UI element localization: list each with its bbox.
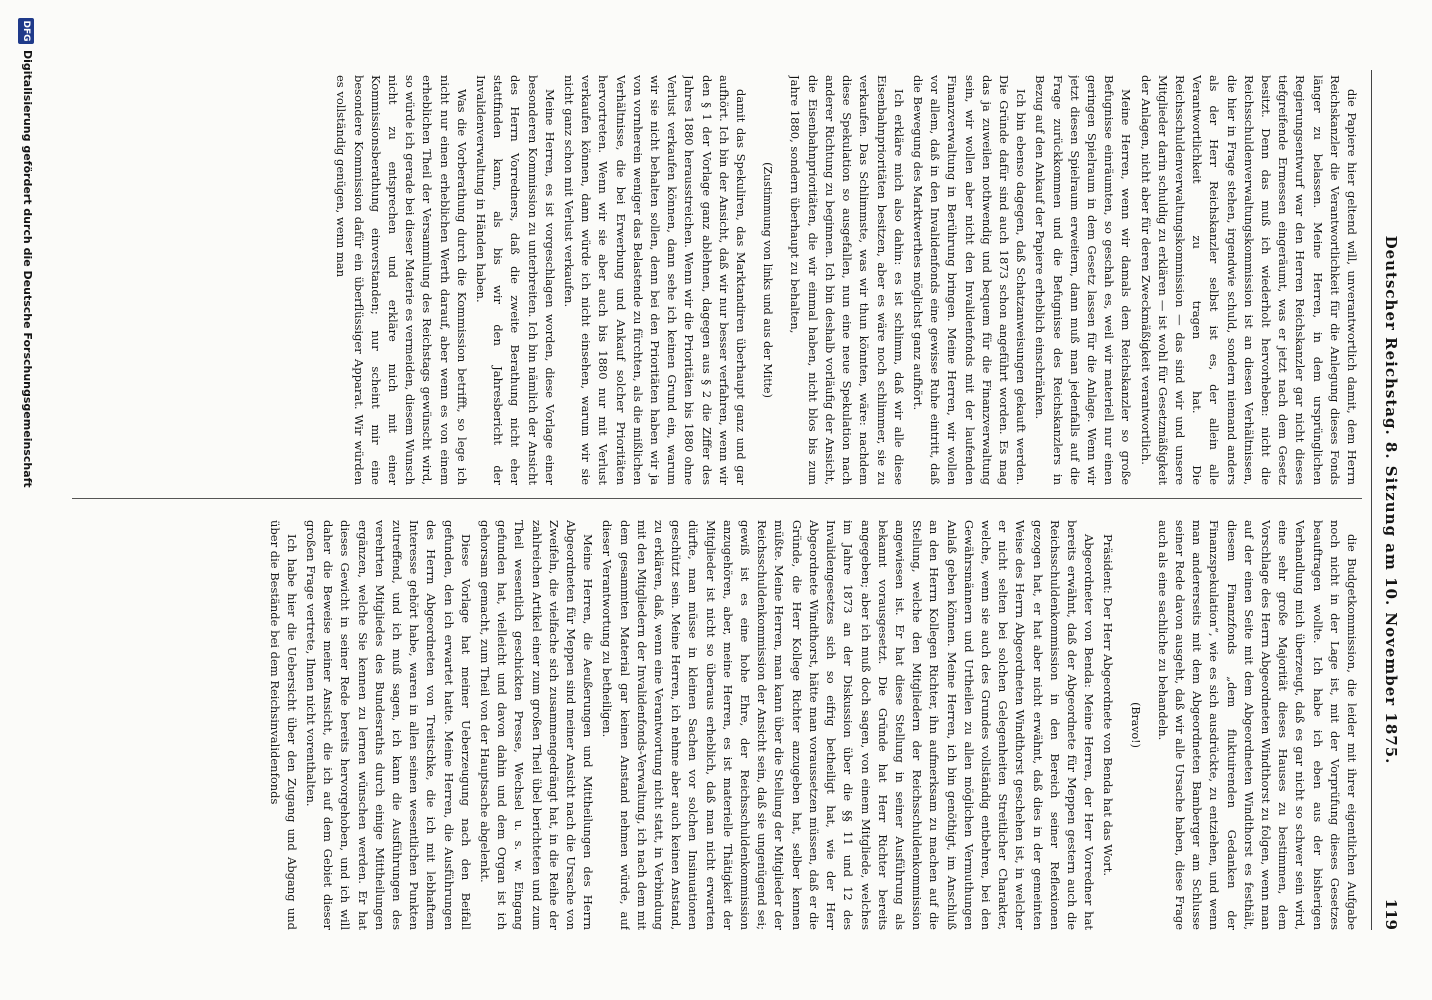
digitization-footer	[10, 0, 40, 1000]
paragraph: die Papiere hier geltend will, unverantwortlich damit, dem Herrn Reichskanzler die Verantwortlichkeit für die Anlegung dieses Fonds länger zu belassen. Meine Herren, in dem ursprünglichen Regierungsentwurf war den Herren Reichskanzler gar nicht dieses tiefgreifende Ermessen eingeräumt, was er jetzt nach dem Gesetz besitzt. Denn das muß ich wiederholt hervorheben: nicht die Reichsschuldenverwaltungskommission ist an diesen Verhältnissen, die hier in Frage stehen, irgendwie schuld, sondern niemand anders als der Herr Reichskanzler selbst ist es, der allein alle Verantwortlichkeit zu tragen hat. Die Reichsschuldenverwaltungskommission — das sind wir und unsere Mitglieder darin schuldig zu erklären — ist wohl für Gesetzmäßigkeit der Anlagen, nicht aber für deren Zweckmäßigkeit verantwortlich.	[1138, 75, 1359, 485]
paragraph: Meine Herren, die Aeußerungen und Mittheilungen des Herrn Abgeordneten für Meppen sind meiner Ansicht nach die Ursache von Zweifeln, die vielfache sich zusammengedrängt hat, in die Reihe der zahlreichen Artikel einer zum großen Theil übel berichteten und zum Theil wesentlich geschickten Presse, Wechsel u. s. w. Eingang gefunden hat, vielleicht und davon dahin und dem Organ ist ich gehorsam gemacht, zum Theil von der Hauptsache abgelenkt.	[478, 520, 596, 930]
paragraph: Meine Herren, wenn wir damals dem Reichskanzler so große Befugnisse einräumten, so geschah es, weil wir materiell nur einen geringen Spielraum in dem Gesetz lassen für die Anlage. Wenn wir jetzt diesen Spielraum erweitern, dann muß man jedenfalls auf die Frage zurückkommen und die Befugnisse des Reichskanzlers in Bezug auf den Ankauf der Papiere erheblich einschränken.	[1033, 75, 1134, 485]
paragraph: damit das Spekuliren, das Marktandiren überhaupt ganz und gar aufhört. Ich bin der Ansicht, daß wir nur besser verfahren, wenn wir den § 1 der Vorlage ganz ablehnen, dagegen aus § 2 die Ziffer des Jahres 1880 herausstreichen. Wenn wir die Prioritäten bis 1880 ohne Verlust verkaufen können, dann sehe ich keinen Grund ein, warum wir sie nicht behalten sollen, denn bei den Prioritäten haben wir ja von vornherein weniger das Belastende zu fürchten, als die mißlichen Verhältnisse, die bei Erwerbung und Ankauf solcher Prioritäten hervortreten. Wenn wir sie aber auch bis 1880 nur mit Verlust verkaufen können, dann würde ich nicht einsehen, warum wir sie nicht ganz schon mit Verlust verkaufen.	[562, 75, 749, 485]
running-title: Deutscher Reichstag. 8. Sitzung am 10. November 1875.	[1382, 235, 1400, 765]
paragraph: Ich bin ebenso dagegen, daß Schatzanweisungen gekauft werden. Die Gründe dafür sind auch 1873 schon angeführt worden. Es mag das ja zuweilen nothwendig und bequem für die Finanzverwaltung sein, wir wollen aber nicht den Invalidenfonds mit der laufenden Finanzverwaltung in Berührung bringen. Meine Herren, wir wollen vor allem, daß in den Invalidenfonds eine gewisse Ruhe eintritt, daß die Bewegung des Marktwerthes möglichst ganz aufhört.	[910, 75, 1029, 485]
header-rule	[1371, 70, 1372, 930]
digitization-credit: Digitalisierung gefördert durch die Deutsche Forschungsgemeinschaft	[21, 50, 34, 488]
page-header	[1374, 70, 1402, 930]
paragraph: Präsident: Der Herr Abgeordnete von Benda hat das Wort.	[1101, 534, 1116, 877]
right-column	[70, 520, 1360, 930]
page-number: 119	[1382, 898, 1400, 930]
paragraph: Ich habe hier die Uebersicht über den Zugang und Abgang und über die Bestände bei dem Reichsinvalidenfonds	[267, 520, 299, 930]
paragraph: Diese Vorlage hat meiner Ueberzeugung nach den Beifall gefunden, den ich erwartet hatte. Meine Herren, die Ausführungen des Herrn Abgeordneten von Treitschke, die ich mit lebhaftem Interesse gehört habe, waren in allen seinen wesentlichen Punkten zutreffend, und ich muß sagen, ich kann die Ausführungen des verehrten Mitgliedes des Bundesraths durch einige Mittheilungen ergänzen, welche Sie kennen zu lernen wünschen werden. Er hat dieses Gewicht in seiner Rede bereits hervorgehoben, und ich will daher die Beweise meiner Ansicht, die ich auf dem Gebiet dieser großen Frage vertrete, Ihnen nicht vorenthalten.	[304, 520, 473, 930]
paragraph: die Budgetkommission, die leider mit ihrer eigentlichen Aufgabe noch nicht in der Lage ist, mit der Vorprüfung dieses Gesetzes beauftragen wollte. Ich habe ich eben aus der bisherigen Verhandlung mich überzeugt, daß es gar nicht so schwer sein wird, eine sehr große Majorität dieses Hauses zu bestimmen, dem Vorschlage des Herrn Abgeordneten Windthorst zu folgen, wenn man auf der einen Seite mit dem Abgeordneten Windthorst es festhält, diesem Finanzfonds „dem fluktuirenden Gedanken der Finanzspekulation“, wie es sich ausdrückte, zu entziehen, und wenn man andererseits mit dem Abgeordneten Bamberger am Schlusse seiner Rede davon ausgeht, daß wir alle Ursache haben, diese Frage auch als eine sachliche zu behandeln.	[1155, 520, 1359, 930]
paragraph: Ich erkläre mich also dahin: es ist schlimm, daß wir alle diese Eisenbahnprioritäten besitzen, aber es wäre noch schlimmer, sie zu verkaufen. Das Schlimmste, was wir thun könnten, wäre: nachdem diese Spekulation so ausgefallen, nun eine neue Spekulation nach anderer Richtung zu beginnen. Ich bin deshalb vorläufig der Ansicht, die Eisenbahnprioritäten, die wir einmal haben, nicht blos bis zum Jahre 1880, sondern überhaupt zu behalten,	[788, 75, 906, 485]
paragraph: Meine Herren, es ist vorgeschlagen worden, diese Vorlage einer besonderen Kommission zu unterbreiten. Ich bin nämlich der Ansicht des Herrn Vorredners, daß die zweite Berathung nicht eher stattfinden kann, als bis wir den Jahresbericht der Invalidenverwaltung in Händen haben.	[474, 75, 557, 485]
stage-direction: (Bravo!)	[1128, 702, 1142, 748]
dfg-logo-icon: DFG	[18, 18, 34, 44]
stage-direction: (Zustimmung von links und aus der Mitte)	[761, 162, 775, 398]
paragraph: Abgeordneter von Benda: Meine Herren, der Herr Vorredner hat bereits erwähnt, daß der Abgeordnete für Meppen gestern auch die Reichsschuldenkommission in den Bereich seiner Reflexionen gezogen hat, er hat aber nicht erwähnt, daß dies in der gemeinten Weise des Herrn Abgeordneten Windthorst geschehen ist, in welcher er nicht selten bei solchen Gelegenheiten Streitlicher Charakter, welche, wenn sie auch des Grundes vollständig entbehren, bei den Gewährsmännern und Urtheilen zu allen möglichen Vermuthungen Anlaß geben können. Meine Herren, ich bin genöthigt, im Anschluß an den Herrn Kollegen Richter, ihn aufmerksam zu machen auf die Stellung, welche den Mitgliedern der Reichsschuldenkommission angewiesen ist. Er hat diese Stellung in seiner Ausführung als bekannt vorausgesetzt. Die Gründe hat Herr Richter bereits angegeben; aber ich muß doch sagen, von einem Mitgliede, welches im Jahre 1873 an der Diskussion über die §§ 11 und 12 des Invalidengesetzes sich so eifrig betheiligt hat, wie der Herr Abgeordnete Windthorst, hätte man voraussetzen müssen, daß er die Gründe, die Herr Kollege Richter anzugeben hat, selber kennen müßte. Meine Herren, man kann über die Stellung der Mitglieder der Reichsschuldenkommission der Ansicht sein, daß sie ungenügend sei; gewiß ist es eine hohe Ehre, der Reichsschuldenkommission anzugehören, aber, meine Herren, es ist materielle Thätigkeit der Mitglieder ist nicht so überaus erheblich, daß man nicht erwarten dürfte, man müsse in kleinen Sachen vor solchen Insinuationen geschützt sein. Meine Herren, ich nehme aber auch keinen Anstand, zu erklären, daß, wenn eine Verantwortung nicht statt, in Verbindung mit den Mitgliedern der Invalidenfonds-Verwaltung, ich nach dem mit dem gesammten Material gar keinen Anstand nehmen würde, auf dieser Verantwortung zu betheiligen.	[600, 520, 1097, 930]
paragraph: Was die Vorberathung durch die Kommission betrifft, so lege ich nicht nur einen erheblichen Werth darauf, aber wenn es von einem erheblichen Theil der Versammlung des Reichstags gewünscht wird, so würde ich gerade bei dieser Materie es vermeiden, diesem Wunsch nicht zu entsprechen und erkläre mich mit einer Kommissionsberathung einverstanden; nur scheint mir eine besondere Kommission dafür ein überflüssiger Apparat. Wir würden es vollständig genügen, wenn man	[334, 75, 469, 485]
column-divider	[72, 498, 1362, 499]
left-column	[70, 75, 1360, 485]
